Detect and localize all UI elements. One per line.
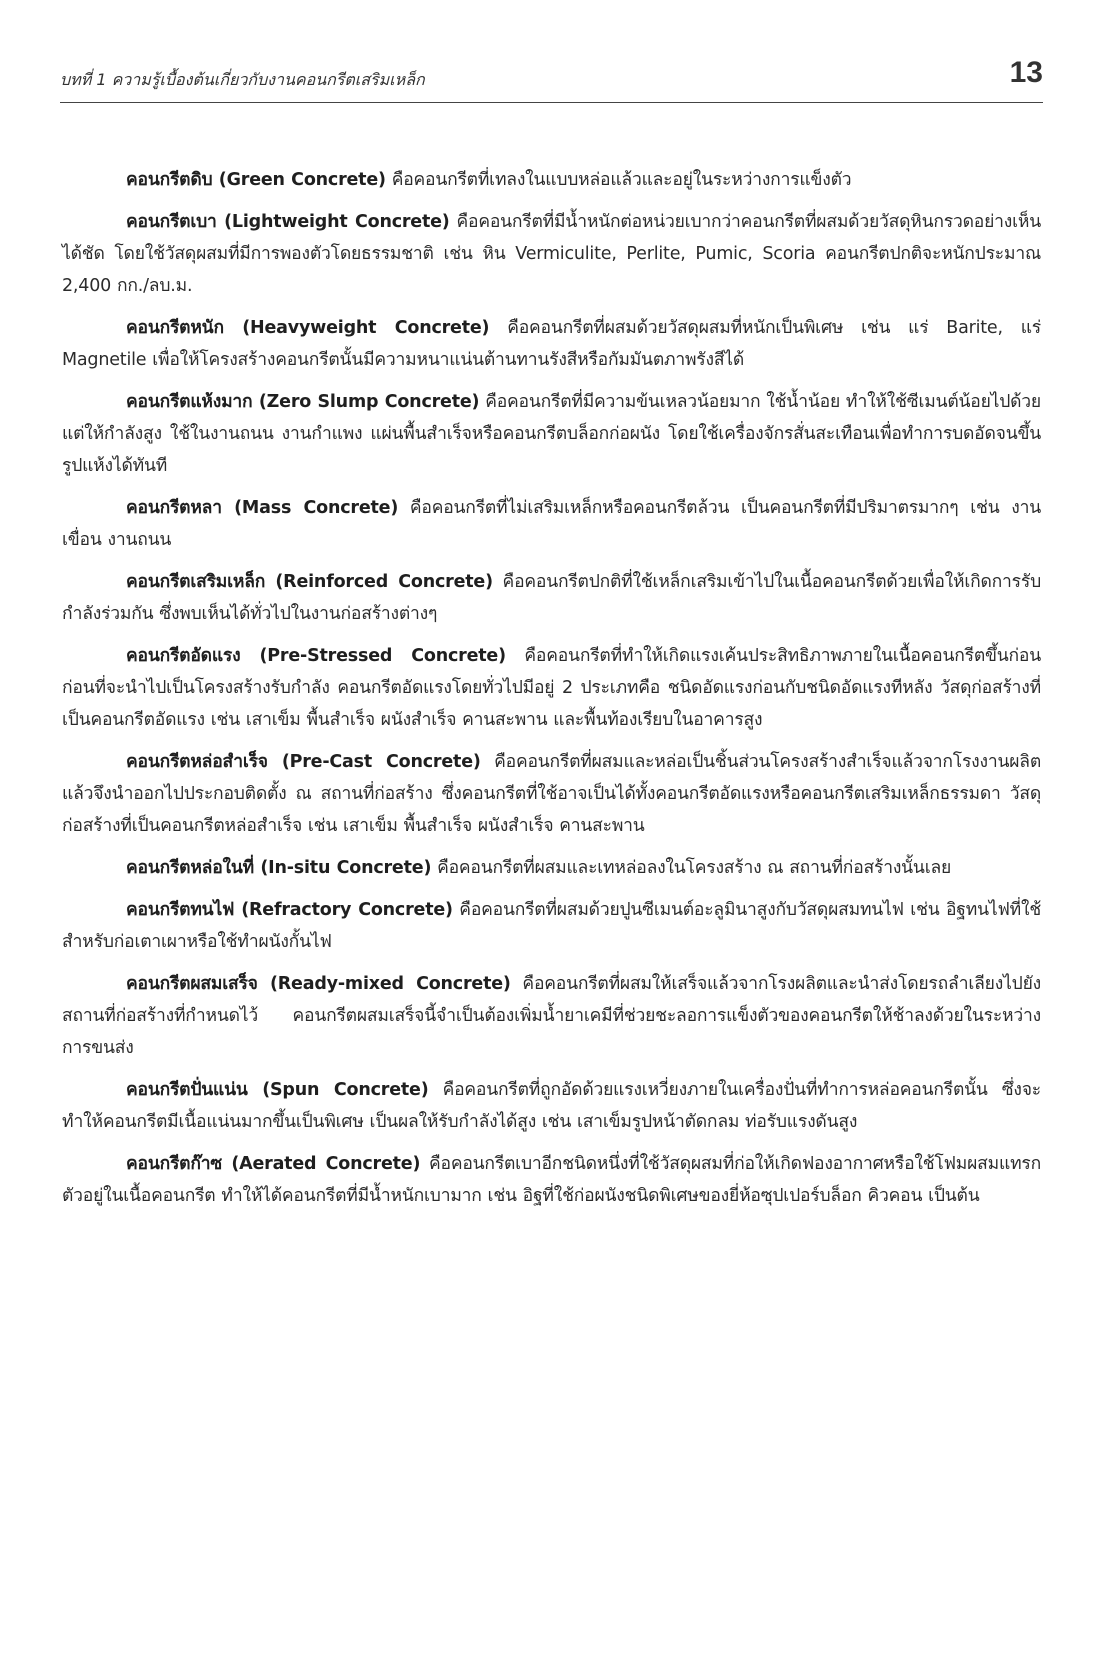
- term-heading: คอนกรีตผสมเสร็จ (Ready-mixed Concrete): [126, 974, 511, 994]
- definition-text: คือคอนกรีตที่ถูกอัดด้วยแรงเหวี่ยงภายในเครื่องปั่นที่ทำการหล่อคอนกรีตนั้น ซึ่งจะทำให้คอนกรีตมีเนื้อแน่นมากขึ้นเป็นพิเศษ เป็นผลให้รับกำลังได้สูง เช่น เสาเข็มรูปหน้าตัดกลม ท่อรับแรงดันสูง: [62, 1080, 1041, 1132]
- definition-text: คือคอนกรีตที่ผสมให้เสร็จแล้วจากโรงผลิตและนำส่งโดยรถลำเลียงไปยังสถานที่ก่อสร้างที่กำหนดไว้ คอนกรีตผสมเสร็จนี้จำเป็นต้องเพิ่มน้ำยาเคมีที่ช่วยชะลอการแข็งตัวของคอนกรีตให้ช้าลงด้วยในระหว่างการขนส่ง: [62, 974, 1041, 1058]
- definition-text: คือคอนกรีตที่ไม่เสริมเหล็กหรือคอนกรีตล้วน เป็นคอนกรีตที่มีปริมาตรมากๆ เช่น งานเขื่อน งานถนน: [62, 498, 1041, 550]
- definition-paragraph: [62, 1074, 1041, 1138]
- definition-paragraph: [62, 386, 1041, 482]
- definition-paragraph: [62, 566, 1041, 630]
- term-heading: คอนกรีตหล่อสำเร็จ (Pre-Cast Concrete): [126, 752, 481, 772]
- definition-text: คือคอนกรีตที่ผสมด้วยวัสดุผสมที่หนักเป็นพิเศษ เช่น แร่ Barite, แร่ Magnetile เพื่อให้โครงสร้างคอนกรีตนั้นมีความหนาแน่นต้านทานรังสีหรือกัมมันตภาพรังสีได้: [62, 318, 1041, 370]
- definition-paragraph: [62, 640, 1041, 736]
- definition-paragraph: [62, 894, 1041, 958]
- definition-text: คือคอนกรีตที่มีน้ำหนักต่อหน่วยเบากว่าคอนกรีตที่ผสมด้วยวัสดุหินกรวดอย่างเห็นได้ชัด โดยใช้วัสดุผสมที่มีการพองตัวโดยธรรมชาติ เช่น หิน Vermiculite, Perlite, Pumic, Scoria คอนกรีตปกติจะหนักประมาณ 2,400 กก./ลบ.ม.: [62, 212, 1041, 296]
- definition-text: คือคอนกรีตที่ทำให้เกิดแรงเค้นประสิทธิภาพภายในเนื้อคอนกรีตขึ้นก่อน ก่อนที่จะนำไปเป็นโครงสร้างรับกำลัง คอนกรีตอัดแรงโดยทั่วไปมีอยู่ 2 ประเภทคือ ชนิดอัดแรงก่อนกับชนิดอัดแรงทีหลัง วัสดุก่อสร้างที่เป็นคอนกรีตอัดแรง เช่น เสาเข็ม พื้นสำเร็จ ผนังสำเร็จ คานสะพาน และพื้นท้องเรียบในอาคารสูง: [62, 646, 1041, 730]
- definition-paragraph: [62, 1148, 1041, 1212]
- page-header: [60, 56, 1043, 103]
- definition-paragraph: [62, 746, 1041, 842]
- term-heading: คอนกรีตดิบ (Green Concrete): [126, 170, 386, 190]
- term-heading: คอนกรีตหลา (Mass Concrete): [126, 498, 399, 518]
- term-heading: คอนกรีตปั่นแน่น (Spun Concrete): [126, 1080, 429, 1100]
- term-heading: คอนกรีตแห้งมาก (Zero Slump Concrete): [126, 392, 480, 412]
- term-heading: คอนกรีตทนไฟ (Refractory Concrete): [126, 900, 453, 920]
- term-heading: คอนกรีตหนัก (Heavyweight Concrete): [126, 318, 490, 338]
- definition-text: คือคอนกรีตที่ผสมด้วยปูนซีเมนต์อะลูมินาสูงกับวัสดุผสมทนไฟ เช่น อิฐทนไฟที่ใช้สำหรับก่อเตาเผาหรือใช้ทำผนังกั้นไฟ: [62, 900, 1041, 952]
- definition-paragraph: [62, 852, 1041, 884]
- definition-paragraph: [62, 206, 1041, 302]
- page-number: 13: [1009, 56, 1043, 89]
- term-heading: คอนกรีตเสริมเหล็ก (Reinforced Concrete): [126, 572, 493, 592]
- definition-text: คือคอนกรีตที่ผสมและหล่อเป็นชิ้นส่วนโครงสร้างสำเร็จแล้วจากโรงงานผลิต แล้วจึงนำออกไปประกอบติดตั้ง ณ สถานที่ก่อสร้าง ซึ่งคอนกรีตที่ใช้อาจเป็นได้ทั้งคอนกรีตอัดแรงหรือคอนกรีตเสริมเหล็กธรรมดา วัสดุก่อสร้างที่เป็นคอนกรีตหล่อสำเร็จ เช่น เสาเข็ม พื้นสำเร็จ ผนังสำเร็จ คานสะพาน: [62, 752, 1041, 836]
- definition-paragraph: [62, 312, 1041, 376]
- term-heading: คอนกรีตอัดแรง (Pre-Stressed Concrete): [126, 646, 506, 666]
- definition-paragraph: [62, 968, 1041, 1064]
- definition-paragraph: [62, 164, 1041, 196]
- term-heading: คอนกรีตเบา (Lightweight Concrete): [126, 212, 450, 232]
- definition-paragraph: [62, 492, 1041, 556]
- page-body: [62, 164, 1041, 1222]
- definition-text: คือคอนกรีตปกติที่ใช้เหล็กเสริมเข้าไปในเนื้อคอนกรีตด้วยเพื่อให้เกิดการรับกำลังร่วมกัน ซึ่งพบเห็นได้ทั่วไปในงานก่อสร้างต่างๆ: [62, 572, 1041, 624]
- definition-text: คือคอนกรีตที่มีความข้นเหลวน้อยมาก ใช้น้ำน้อย ทำให้ใช้ซีเมนต์น้อยไปด้วย แต่ให้กำลังสูง ใช้ในงานถนน งานกำแพง แผ่นพื้นสำเร็จหรือคอนกรีตบล็อกก่อผนัง โดยใช้เครื่องจักรสั่นสะเทือนเพื่อทำการบดอัดจนขึ้นรูปแห้งได้ทันที: [62, 392, 1041, 476]
- definition-text: คือคอนกรีตเบาอีกชนิดหนึ่งที่ใช้วัสดุผสมที่ก่อให้เกิดฟองอากาศหรือใช้โฟมผสมแทรกตัวอยู่ในเนื้อคอนกรีต ทำให้ได้คอนกรีตที่มีน้ำหนักเบามาก เช่น อิฐที่ใช้ก่อผนังชนิดพิเศษของยี่ห้อซุปเปอร์บล็อก คิวคอน เป็นต้น: [62, 1154, 1042, 1206]
- definition-text: คือคอนกรีตที่ผสมและเทหล่อลงในโครงสร้าง ณ สถานที่ก่อสร้างนั้นเลย: [431, 858, 952, 878]
- term-heading: คอนกรีตหล่อในที่ (In-situ Concrete): [126, 858, 432, 878]
- term-heading: คอนกรีตก๊าซ (Aerated Concrete): [126, 1154, 421, 1174]
- definition-text: คือคอนกรีตที่เทลงในแบบหล่อแล้วและอยู่ในระหว่างการแข็งตัว: [385, 170, 852, 190]
- running-head: บทที่ 1 ความรู้เบื้องต้นเกี่ยวกับงานคอนกรีตเสริมเหล็ก: [60, 70, 425, 89]
